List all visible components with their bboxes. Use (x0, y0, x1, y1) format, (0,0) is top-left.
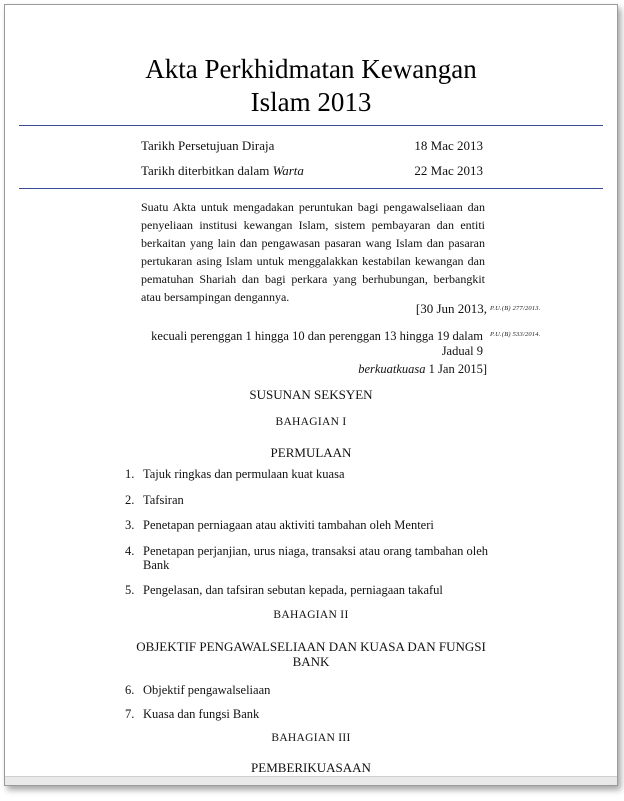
part-2-label: BAHAGIAN II (273, 609, 349, 621)
royal-assent-label: Tarikh Persetujuan Diraja (141, 138, 275, 153)
commencement-exception: kecuali perenggan 1 hingga 10 dan perenggan 13 hingga 19 dalam Jadual 9 (151, 329, 483, 358)
long-title-paragraph: Suatu Akta untuk mengadakan peruntukan bagi pengawalseliaan dan penyeliaan institusi kewangan Islam, sistem pembayaran dan entiti berkaitan yang lain dan pengawasan pasaran wang Islam dan pasaran pertukaran asing Islam untuk menggalakkan kestabilan kewangan dan pematuhan Shariah dan bagi perkara yang berhubungan, berbangkit atau bersampingan dengannya. (141, 200, 485, 304)
bottom-rule (19, 188, 603, 189)
section-item[interactable]: 6. Objektif pengawalseliaan (125, 683, 271, 697)
arrangement-heading: SUSUNAN SEKSYEN (249, 387, 373, 402)
part-3-title: PEMBERIKUASAAN (251, 760, 371, 775)
commencement-date: [30 Jun 2013, (415, 301, 487, 316)
title-line-2: Islam 2013 (250, 87, 372, 117)
section-item[interactable]: 7. Kuasa dan fungsi Bank (125, 707, 260, 721)
top-rule (19, 125, 603, 126)
effective-date: berkuatkuasa 1 Jan 2015] (358, 362, 487, 376)
page-bottom-strip (5, 776, 617, 785)
document-page (4, 4, 618, 786)
royal-assent-date: 18 Mac 2013 (414, 138, 483, 153)
gazette-date: 22 Mac 2013 (414, 163, 483, 178)
part-1-label: BAHAGIAN I (275, 416, 347, 428)
part-2-title: OBJEKTIF PENGAWALSELIAAN DAN KUASA DAN FUNGSI BANK (136, 639, 486, 669)
part-3-label: BAHAGIAN III (271, 732, 351, 744)
section-item[interactable]: 2. Tafsiran (125, 493, 184, 507)
commencement-note-2: P.U.(B) 533/2014. (490, 331, 541, 338)
document-title (5, 53, 617, 119)
section-item[interactable]: 4. Penetapan perjanjian, urus niaga, transaksi atau orang tambahan oleh Bank (125, 544, 489, 572)
section-item[interactable]: 5. Pengelasan, dan tafsiran sebutan kepada, perniagaan takaful (125, 583, 443, 597)
title-line-1: Akta Perkhidmatan Kewangan (145, 54, 477, 84)
section-item[interactable]: 1. Tajuk ringkas dan permulaan kuat kuasa (125, 467, 345, 481)
section-item[interactable]: 3. Penetapan perniagaan atau aktiviti tambahan oleh Menteri (125, 518, 434, 532)
gazette-label: Tarikh diterbitkan dalam Warta (141, 163, 304, 178)
part-1-title: PERMULAAN (270, 445, 352, 460)
commencement-note-1: P.U.(B) 277/2013. (490, 305, 541, 312)
